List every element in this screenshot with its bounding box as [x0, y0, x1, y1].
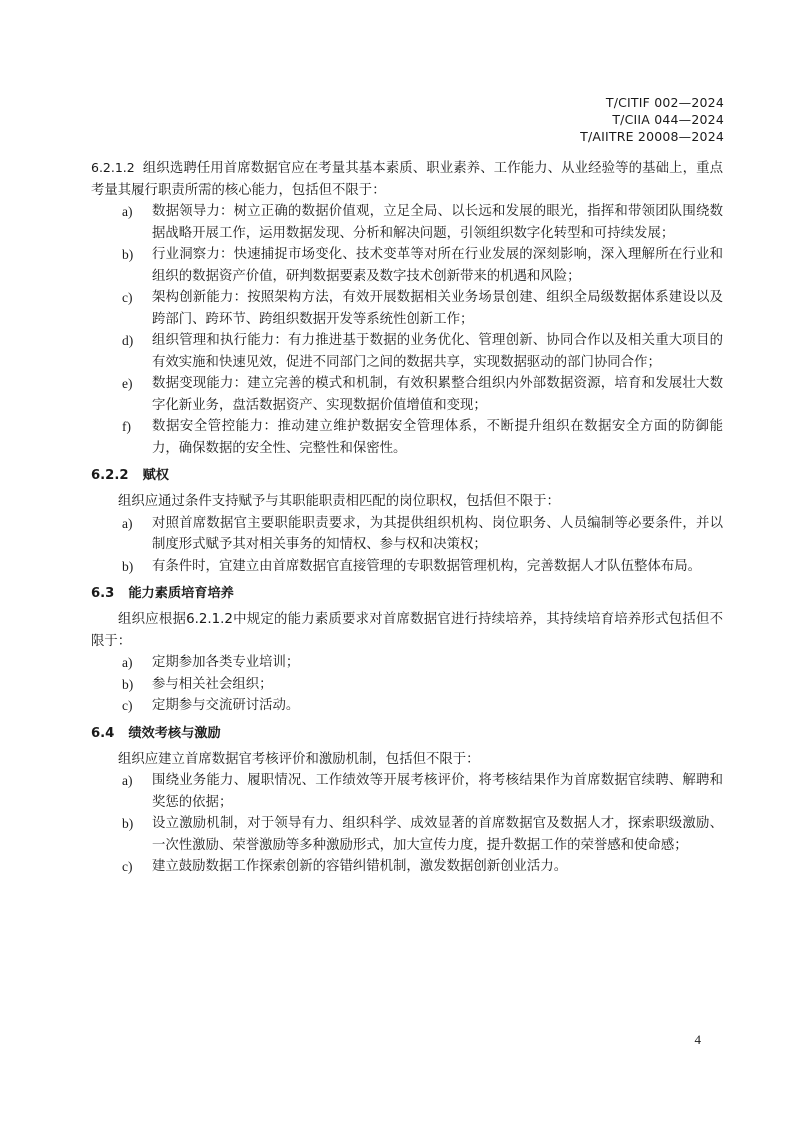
section-heading-6-2-2 [91, 465, 723, 486]
section-title: 能力素质培育培养 [128, 586, 234, 601]
section-intro: 组织应根据6.2.1.2中规定的能力素质要求对首席数据官进行持续培养，其持续培育培养形式包括但不限于： [91, 612, 723, 649]
standard-codes [580, 94, 724, 145]
list-item-text: 数据安全管控能力：推动建立维护数据安全管理体系，不断提升组织在数据安全方面的防御能力，确保数据的安全性、完整性和保密性。 [152, 419, 723, 456]
list-item [91, 856, 723, 878]
list-item-text: 数据变现能力：建立完善的模式和机制，有效积累整合组织内外部数据资源，培育和发展壮大数字化新业务，盘活数据资产、实现数据价值增值和变现； [152, 376, 723, 413]
list-marker: c) [122, 290, 133, 305]
list-item [91, 244, 723, 287]
list-item [91, 330, 723, 373]
list-item-text: 有条件时，宜建立由首席数据官直接管理的专职数据管理机构，完善数据人才队伍整体布局。 [152, 558, 702, 574]
list-item [91, 416, 723, 459]
list-item [91, 556, 723, 578]
section-number: 6.2.2 [91, 468, 129, 483]
list-marker: b) [122, 558, 134, 574]
list-marker: a) [122, 655, 133, 670]
clause-text: 组织选聘任用首席数据官应在考量其基本素质、职业素养、工作能力、从业经验等的基础上，重点考量其履行职责所需的核心能力，包括但不限于： [91, 161, 723, 198]
standard-code: T/CIIA 044—2024 [612, 112, 724, 127]
list-marker: e) [122, 376, 133, 391]
list-item-text: 围绕业务能力、履职情况、工作绩效等开展考核评价，将考核结果作为首席数据官续聘、解聘和奖惩的依据； [152, 773, 723, 810]
authorization-list [91, 513, 723, 578]
section-title: 赋权 [142, 468, 169, 483]
list-marker: b) [122, 816, 134, 831]
section-number: 6.3 [91, 586, 115, 601]
list-item [91, 513, 723, 556]
list-item-text: 参与相关社会组织； [152, 676, 273, 692]
page-number: 4 [694, 1032, 701, 1047]
section-number: 6.4 [91, 725, 115, 741]
list-item-text: 对照首席数据官主要职能职责要求，为其提供组织机构、岗位职务、人员编制等必要条件，并以制度形式赋予其对相关事务的知情权、参与权和决策权； [152, 515, 723, 552]
section-intro: 组织应通过条件支持赋予与其职能职责相匹配的岗位职权，包括但不限于： [118, 494, 560, 509]
list-marker: c) [122, 859, 133, 874]
list-item [91, 695, 723, 717]
list-item-text: 定期参与交流研讨活动。 [152, 698, 300, 713]
training-list [91, 652, 723, 717]
list-item-text: 数据领导力：树立正确的数据价值观，立足全局、以长远和发展的眼光，指挥和带领团队围绕数据战略开展工作，运用数据发现、分析和解决问题，引领组织数字化转型和可持续发展； [152, 204, 723, 241]
list-item [91, 373, 723, 416]
list-item-text: 定期参加各类专业培训； [152, 655, 300, 670]
list-item-text: 组织管理和执行能力：有力推进基于数据的业务优化、管理创新、协同合作以及相关重大项目的有效实施和快速见效，促进不同部门之间的数据共享，实现数据驱动的部门协同合作； [152, 333, 723, 370]
list-item [91, 652, 723, 674]
list-marker: c) [122, 698, 133, 713]
list-item [91, 287, 723, 330]
competency-list [91, 201, 723, 459]
clause-number: 6.2.1.2 [91, 160, 135, 175]
list-marker: f) [122, 419, 131, 434]
list-marker: b) [122, 676, 134, 692]
standard-code: T/CITIF 002—2024 [605, 95, 724, 110]
section-intro: 组织应建立首席数据官考核评价和激励机制，包括但不限于： [118, 751, 480, 767]
list-item-text: 行业洞察力：快速捕捉市场变化、技术变革等对所在行业发展的深刻影响，深入理解所在行业和组织的数据资产价值，研判数据要素及数字技术创新带来的机遇和风险； [152, 247, 723, 284]
list-marker: b) [122, 247, 134, 262]
list-marker: a) [122, 204, 133, 219]
incentive-list [91, 770, 723, 878]
list-marker: d) [122, 333, 134, 348]
clause-6-2-1-2 [91, 157, 723, 201]
section-heading-6-4 [91, 723, 723, 744]
list-marker: a) [122, 515, 133, 531]
list-item [91, 770, 723, 813]
section-heading-6-3 [91, 583, 723, 604]
section-title: 绩效考核与激励 [128, 725, 221, 741]
standard-code: T/AIITRE 20008—2024 [580, 129, 724, 144]
list-item-text: 架构创新能力：按照架构方法，有效开展数据相关业务场景创建、组织全局级数据体系建设以及跨部门、跨环节、跨组织数据开发等系统性创新工作； [152, 290, 723, 327]
list-item-text: 建立鼓励数据工作探索创新的容错纠错机制，激发数据创新创业活力。 [152, 859, 568, 874]
document-body [91, 157, 723, 878]
list-marker: a) [122, 773, 133, 788]
list-item [91, 813, 723, 856]
list-item [91, 674, 723, 696]
list-item [91, 201, 723, 244]
list-item-text: 设立激励机制，对于领导有力、组织科学、成效显著的首席数据官及数据人才，探索职级激励、一次性激励、荣誉激励等多种激励形式，加大宣传力度，提升数据工作的荣誉感和使命感； [152, 816, 723, 853]
